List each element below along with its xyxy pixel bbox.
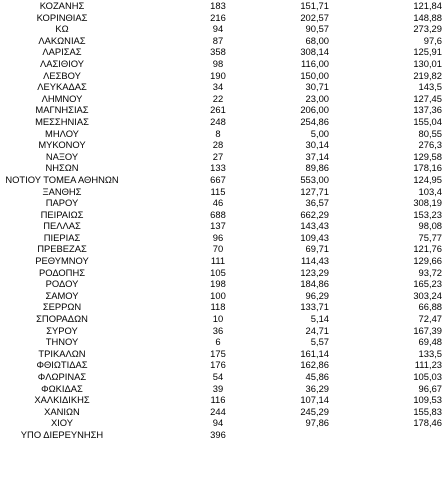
rate-cell: 121,84 <box>413 0 442 11</box>
rate-cell: 273,29 <box>413 23 442 35</box>
rate-cell: 155,04 <box>413 115 442 127</box>
region-name-cell: ΣΑΜΟΥ <box>45 289 79 301</box>
cases-cell: 98 <box>212 57 224 69</box>
region-name-cell: ΠΕΛΛΑΣ <box>43 220 81 232</box>
region-name-cell: ΧΙΟΥ <box>50 417 74 429</box>
table-row <box>0 0 444 12</box>
region-name-cell: ΥΠΟ ΔΙΕΡΕΥΝΗΣΗ <box>20 428 104 440</box>
region-name-cell: ΜΥΚΟΝΟΥ <box>38 139 86 151</box>
table-row <box>0 70 444 82</box>
rate-cell: 69,48 <box>418 336 442 348</box>
value-cell: 161,14 <box>300 347 329 359</box>
cases-cell: 46 <box>212 197 224 209</box>
rate-cell: 129,66 <box>413 255 442 267</box>
cases-cell: 244 <box>210 405 226 417</box>
cases-cell: 175 <box>210 347 226 359</box>
rate-cell: 75,77 <box>418 231 442 243</box>
value-cell: 114,43 <box>301 255 329 267</box>
value-cell: 116,00 <box>301 57 329 69</box>
value-cell: 127,71 <box>300 185 329 197</box>
cases-cell: 22 <box>212 92 224 104</box>
cases-cell: 27 <box>212 150 224 162</box>
value-cell: 96,29 <box>305 289 329 301</box>
rate-cell: 124,95 <box>413 173 442 185</box>
cases-cell: 8 <box>215 127 221 139</box>
cases-cell: 34 <box>212 81 224 93</box>
region-name-cell: ΛΕΣΒΟΥ <box>43 69 81 81</box>
cases-cell: 118 <box>210 301 226 313</box>
value-cell: 151,71 <box>300 0 329 11</box>
table-row <box>0 406 444 418</box>
region-name-cell: ΠΙΕΡΙΑΣ <box>43 231 81 243</box>
cases-cell: 111 <box>210 255 226 267</box>
region-name-cell: ΤΗΝΟΥ <box>45 336 79 348</box>
value-cell: 162,86 <box>300 359 329 371</box>
table-row <box>0 12 444 24</box>
rate-cell: 103,4 <box>418 185 442 197</box>
cases-cell: 261 <box>210 104 226 116</box>
region-name-cell: ΤΡΙΚΑΛΩΝ <box>38 347 86 359</box>
value-cell: 69,71 <box>305 243 329 255</box>
rate-cell: 80,55 <box>418 127 442 139</box>
rate-cell: 155,83 <box>413 405 442 417</box>
value-cell: 37,14 <box>305 150 329 162</box>
value-cell: 109,43 <box>300 231 329 243</box>
value-cell: 184,86 <box>300 278 329 290</box>
region-name-cell: ΠΡΕΒΕΖΑΣ <box>37 243 87 255</box>
rate-cell: 167,39 <box>413 324 442 336</box>
table-row <box>0 174 444 186</box>
value-cell: 123,29 <box>300 266 329 278</box>
rate-cell <box>359 429 444 441</box>
table-row <box>0 104 444 116</box>
table-row <box>0 394 444 406</box>
table-row <box>0 220 444 232</box>
table-row <box>0 290 444 302</box>
cases-cell: 248 <box>210 115 226 127</box>
table-row <box>0 325 444 337</box>
region-name-cell: ΡΟΔΟΥ <box>45 278 79 290</box>
cases-cell: 105 <box>210 266 226 278</box>
region-name-cell: ΠΕΙΡΑΙΩΣ <box>40 208 84 220</box>
value-cell: 5,14 <box>310 313 329 325</box>
rate-cell: 308,19 <box>413 197 442 209</box>
cases-cell: 358 <box>210 46 226 58</box>
table-row <box>0 128 444 140</box>
rate-cell: 178,16 <box>413 162 442 174</box>
cases-cell: 133 <box>210 162 226 174</box>
region-name-cell: ΦΘΙΩΤΙΔΑΣ <box>36 359 88 371</box>
region-name-cell: ΜΗΛΟΥ <box>45 127 79 139</box>
table-row <box>0 232 444 244</box>
cases-cell: 36 <box>212 324 224 336</box>
value-cell <box>256 429 359 441</box>
rate-cell: 66,88 <box>418 301 442 313</box>
cases-cell: 176 <box>210 359 226 371</box>
cases-cell: 688 <box>210 208 226 220</box>
rate-cell: 165,23 <box>413 278 442 290</box>
rate-cell: 72,47 <box>418 313 442 325</box>
cases-cell: 10 <box>212 313 224 325</box>
region-name-cell: ΡΕΘΥΜΝΟΥ <box>35 255 89 267</box>
cases-cell: 6 <box>215 336 221 348</box>
value-cell: 206,00 <box>300 104 329 116</box>
value-cell: 97,86 <box>305 417 329 429</box>
value-cell: 308,14 <box>300 46 329 58</box>
table-row <box>0 371 444 383</box>
table-row <box>0 139 444 151</box>
table-row <box>0 278 444 290</box>
table-row <box>0 116 444 128</box>
value-cell: 553,00 <box>300 173 329 185</box>
table-row <box>0 186 444 198</box>
table-row <box>0 58 444 70</box>
cases-cell: 87 <box>212 34 224 46</box>
table-row <box>0 301 444 313</box>
table-row <box>0 417 444 429</box>
cases-cell: 94 <box>212 417 224 429</box>
table-row <box>0 35 444 47</box>
region-name-cell: ΝΟΤΙΟΥ ΤΟΜΕΑ ΑΘΗΝΩΝ <box>5 173 119 185</box>
region-name-cell: ΣΕΡΡΩΝ <box>42 301 82 313</box>
rate-cell: 130,01 <box>413 57 442 69</box>
value-cell: 24,71 <box>305 324 329 336</box>
table-row <box>0 93 444 105</box>
table-row <box>0 429 444 441</box>
cases-cell: 137 <box>210 220 226 232</box>
region-name-cell: ΣΠΟΡΑΔΩΝ <box>36 313 88 325</box>
region-name-cell: ΝΑΞΟΥ <box>45 150 79 162</box>
cases-cell: 96 <box>212 231 224 243</box>
table-row <box>0 81 444 93</box>
region-name-cell: ΚΟΖΑΝΗΣ <box>39 0 85 11</box>
value-cell: 5,57 <box>310 336 329 348</box>
value-cell: 254,86 <box>300 115 329 127</box>
value-cell: 45,86 <box>305 371 329 382</box>
rate-cell: 148,88 <box>413 11 442 23</box>
table-row <box>0 162 444 174</box>
rate-cell: 111,23 <box>414 359 442 371</box>
region-name-cell: ΣΥΡΟΥ <box>46 324 78 336</box>
value-cell: 89,86 <box>305 162 329 174</box>
table-row <box>0 255 444 267</box>
cases-cell: 28 <box>212 139 224 151</box>
rate-cell: 143,5 <box>418 81 442 93</box>
cases-cell: 183 <box>210 0 226 11</box>
region-name-cell: ΧΑΝΙΩΝ <box>44 405 80 417</box>
cases-cell: 190 <box>210 69 226 81</box>
value-cell: 245,29 <box>300 405 329 417</box>
value-cell: 143,43 <box>300 220 329 232</box>
rate-cell: 276,3 <box>418 139 442 151</box>
cases-cell: 100 <box>210 289 226 301</box>
table-row <box>0 151 444 163</box>
region-name-cell: ΞΑΝΘΗΣ <box>42 185 82 197</box>
value-cell: 107,14 <box>300 394 329 406</box>
value-cell: 36,57 <box>305 197 329 209</box>
table-row <box>0 243 444 255</box>
rate-cell: 133,5 <box>418 347 442 359</box>
table-row <box>0 209 444 221</box>
cases-cell: 115 <box>210 185 226 197</box>
table-row <box>0 313 444 325</box>
region-name-cell: ΧΑΛΚΙΔΙΚΗΣ <box>34 394 90 406</box>
rate-cell: 178,46 <box>413 417 442 429</box>
rate-cell: 219,82 <box>413 69 442 81</box>
value-cell: 68,00 <box>305 34 329 46</box>
cases-cell: 54 <box>212 371 224 382</box>
rate-cell: 96,67 <box>418 382 442 394</box>
table-row <box>0 46 444 58</box>
value-cell: 36,29 <box>305 382 329 394</box>
cases-cell: 70 <box>212 243 224 255</box>
region-name-cell: ΛΑΚΩΝΙΑΣ <box>38 34 86 46</box>
rate-cell: 125,91 <box>413 46 442 58</box>
value-cell: 202,57 <box>300 11 329 23</box>
value-cell: 150,00 <box>300 69 329 81</box>
value-cell: 5,00 <box>310 127 329 139</box>
rate-cell: 303,24 <box>413 289 442 301</box>
region-name-cell: ΝΗΣΩΝ <box>45 162 79 174</box>
rate-cell: 109,53 <box>413 394 442 406</box>
region-name-cell: ΛΑΣΙΘΙΟΥ <box>39 57 85 69</box>
rate-cell: 93,72 <box>418 266 442 278</box>
table-row <box>0 23 444 35</box>
cases-cell: 39 <box>212 382 224 394</box>
rate-cell: 97,6 <box>423 34 442 46</box>
rate-cell: 127,45 <box>413 92 442 104</box>
region-name-cell: ΠΑΡΟΥ <box>45 197 79 209</box>
region-name-cell: ΜΕΣΣΗΝΙΑΣ <box>35 115 89 127</box>
value-cell: 90,57 <box>305 23 329 35</box>
cases-cell: 396 <box>210 428 226 440</box>
region-name-cell: ΛΑΡΙΣΑΣ <box>42 46 82 58</box>
value-cell: 30,14 <box>305 139 329 151</box>
region-name-cell: ΦΛΩΡΙΝΑΣ <box>37 371 87 382</box>
rate-cell: 129,58 <box>413 150 442 162</box>
rate-cell: 121,76 <box>413 243 442 255</box>
value-cell: 30,71 <box>305 81 329 93</box>
cases-cell: 94 <box>212 23 224 35</box>
cases-cell: 116 <box>210 394 226 406</box>
region-name-cell: ΡΟΔΟΠΗΣ <box>38 266 86 278</box>
table-row <box>0 348 444 360</box>
region-name-cell: ΚΩ <box>55 23 69 35</box>
table-row <box>0 197 444 209</box>
cases-cell: 216 <box>210 11 226 23</box>
table-row <box>0 383 444 395</box>
region-name-cell: ΚΟΡΙΝΘΙΑΣ <box>36 11 88 23</box>
rate-cell: 153,23 <box>413 208 442 220</box>
rate-cell: 105,03 <box>413 371 442 382</box>
cases-cell: 667 <box>210 173 226 185</box>
table-row <box>0 336 444 348</box>
region-name-cell: ΜΑΓΝΗΣΙΑΣ <box>35 104 89 116</box>
value-cell: 23,00 <box>305 92 329 104</box>
rate-cell: 98,08 <box>418 220 442 232</box>
region-name-cell: ΦΩΚΙΔΑΣ <box>41 382 83 394</box>
region-name-cell: ΛΗΜΝΟΥ <box>41 92 83 104</box>
value-cell: 133,71 <box>300 301 329 313</box>
cases-cell: 198 <box>210 278 226 290</box>
table-row <box>0 359 444 371</box>
table-row <box>0 267 444 279</box>
value-cell: 662,29 <box>300 208 329 220</box>
rate-cell: 137,36 <box>413 104 442 116</box>
region-name-cell: ΛΕΥΚΑΔΑΣ <box>37 81 87 93</box>
